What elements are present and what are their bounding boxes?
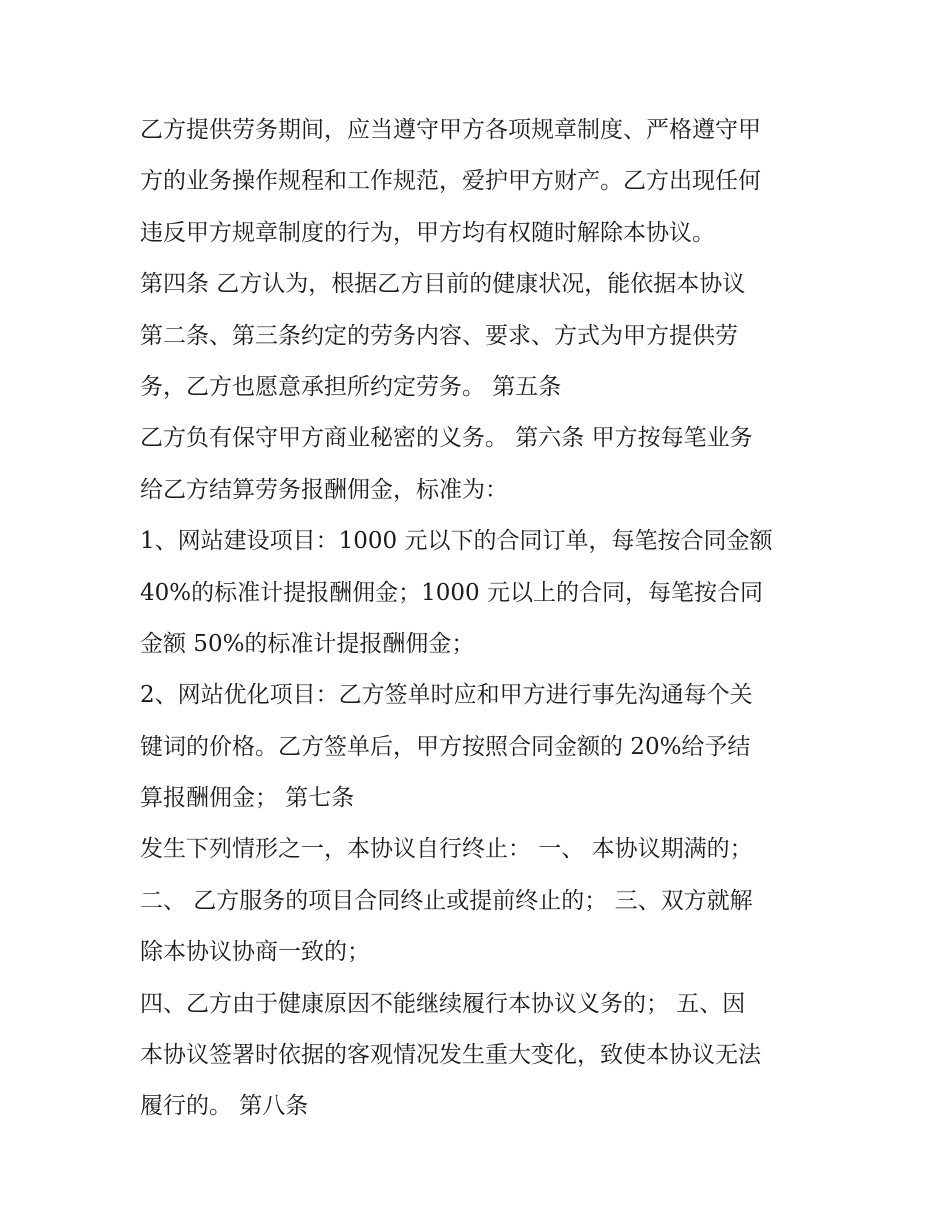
text-line: 40%的标准计提报酬佣金；1000 元以上的合同，每笔按合同 [140, 579, 763, 606]
text-line: 发生下列情形之一，本协议自行终止： 一、 本协议期满的； [140, 836, 753, 863]
text-line: 金额 50%的标准计提报酬佣金； [140, 630, 475, 657]
text-line: 2、网站优化项目：乙方签单时应和甲方进行事先沟通每个关 [140, 682, 753, 709]
text-line: 乙方提供劳务期间，应当遵守甲方各项规章制度、严格遵守甲 [140, 117, 761, 143]
text-line: 本协议签署时依据的客观情况发生重大变化，致使本协议无法 [140, 1042, 761, 1069]
text-line: 务，乙方也愿意承担所约定劳务。 第五条 [140, 373, 562, 400]
document-body [140, 105, 830, 1133]
text-line: 第四条 乙方认为，根据乙方目前的健康状况，能依据本协议 [140, 271, 746, 298]
text-line: 第二条、第三条约定的劳务内容、要求、方式为甲方提供劳 [140, 322, 738, 349]
text-line: 键词的价格。乙方签单后，甲方按照合同金额的 20%给予结 [140, 733, 751, 760]
text-line: 算报酬佣金； 第七条 [140, 785, 355, 812]
text-line: 违反甲方规章制度的行为，甲方均有权随时解除本协议。 [140, 219, 715, 246]
text-line: 给乙方结算劳务报酬佣金，标准为： [140, 476, 508, 503]
text-line: 二、 乙方服务的项目合同终止或提前终止的； 三、双方就解 [140, 887, 753, 914]
text-line: 方的业务操作规程和工作规范，爱护甲方财产。乙方出现任何 [140, 168, 761, 195]
text-line: 四、乙方由于健康原因不能继续履行本协议义务的； 五、因 [140, 990, 746, 1017]
text-line: 除本协议协商一致的； [140, 939, 370, 966]
text-line: 1、网站建设项目：1000 元以下的合同订单，每笔按合同金额 [140, 528, 773, 555]
text-line: 乙方负有保守甲方商业秘密的义务。 第六条 甲方按每笔业务 [140, 425, 753, 452]
text-line: 履行的。 第八条 [140, 1093, 309, 1120]
